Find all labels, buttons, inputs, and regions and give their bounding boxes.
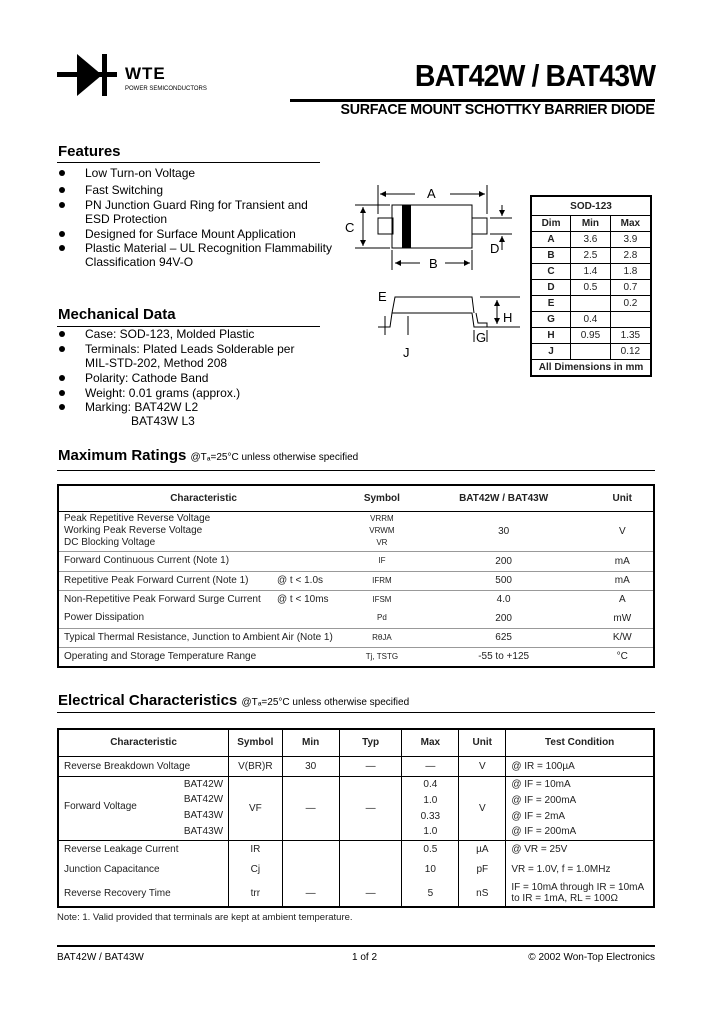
characteristic-cell <box>58 792 229 808</box>
value-cell: 625 <box>495 632 512 643</box>
list-item-text: Designed for Surface Mount Application <box>85 227 296 241</box>
symbol-cell <box>348 628 416 647</box>
dimensions-row <box>531 264 651 280</box>
symbol-text: IFRM <box>372 575 392 585</box>
dim-label-e: E <box>378 289 387 304</box>
dimensions-cell: E <box>531 296 571 312</box>
bullet-icon <box>59 170 65 176</box>
column-header: BAT42W / BAT43W <box>459 492 549 504</box>
table-row <box>58 840 654 859</box>
characteristic-cell <box>58 571 348 590</box>
dim-label-b: B <box>429 256 438 271</box>
diode-logo-icon <box>57 52 117 98</box>
max-ratings-condition: @Tₐ=25°C unless otherwise specified <box>190 452 359 463</box>
bullet-icon <box>59 187 65 193</box>
max-cell: — <box>402 756 459 776</box>
test-condition-text: @ VR = 25V <box>511 844 568 856</box>
part-number: BAT43W <box>183 826 224 837</box>
characteristic-text: Power Dissipation <box>64 612 145 624</box>
features-divider <box>57 162 320 163</box>
unit-cell: A <box>618 594 626 606</box>
min-cell <box>282 840 339 859</box>
table-row <box>58 551 654 571</box>
max-cell: 1.0 <box>402 824 459 840</box>
table-row <box>58 859 654 880</box>
max-cell: 1.0 <box>402 792 459 808</box>
electrical-condition: @Tₐ=25°C unless otherwise specified <box>241 697 410 708</box>
table-row <box>58 628 654 647</box>
column-header: Characteristic <box>110 737 177 749</box>
characteristic-cell <box>58 840 229 859</box>
column-header: Min <box>282 729 339 756</box>
symbol-cell <box>348 647 416 667</box>
dimensions-footer: All Dimensions in mm <box>531 360 651 377</box>
characteristic-text: Forward Voltage <box>64 800 137 812</box>
dimensions-table <box>530 195 652 377</box>
characteristic-cell <box>58 808 229 824</box>
dimensions-header: Min <box>571 216 611 232</box>
unit-cell: mA <box>614 575 630 586</box>
list-item-text: Polarity: Cathode Band <box>85 371 209 385</box>
dim-label-d: D <box>490 241 500 256</box>
min-cell: — <box>282 880 339 907</box>
characteristic-cell <box>58 776 229 812</box>
dimensions-header: Dim <box>531 216 571 232</box>
characteristic-text: Junction Capacitance <box>64 864 160 875</box>
table-note: Note: 1. Valid provided that terminals are kept at ambient temperature. <box>57 912 353 923</box>
characteristic-cell <box>58 628 348 647</box>
characteristic-text: Repetitive Peak Forward Current (Note 1) <box>64 574 249 586</box>
bullet-icon <box>59 390 65 396</box>
list-item-text: Case: SOD-123, Molded Plastic <box>85 327 255 341</box>
dimensions-row <box>531 312 651 328</box>
list-item-text: Fast Switching <box>85 183 164 197</box>
test-condition: @ t < 1.0s <box>277 574 324 586</box>
characteristic-cell <box>58 880 229 907</box>
test-condition-cell <box>506 840 654 859</box>
list-item-text: MIL-STD-202, Method 208 <box>85 356 228 370</box>
characteristic-cell <box>58 609 348 628</box>
value-cell: 200 <box>495 612 512 624</box>
test-condition-cell <box>506 792 654 808</box>
value-cell: 4.0 <box>496 594 511 606</box>
electrical-title: Electrical Characteristics <box>58 692 238 709</box>
sym-cell: Cj <box>229 859 282 880</box>
column-header: Symbol <box>229 729 282 756</box>
dimensions-cell: B <box>531 248 571 264</box>
max-ratings-title: Maximum Ratings <box>58 447 187 464</box>
list-item-text: PN Junction Guard Ring for Transient and <box>85 198 308 212</box>
characteristic-text: Reverse Breakdown Voltage <box>64 760 191 772</box>
column-header: Symbol <box>363 492 400 504</box>
test-condition-text: @ IF = 10mA <box>511 778 571 790</box>
min-cell: — <box>282 800 339 816</box>
characteristic-cell <box>58 590 348 609</box>
list-item-text: ESD Protection <box>85 212 168 226</box>
test-condition-text: @ IR = 100µA <box>511 760 575 772</box>
max-cell: 0.33 <box>402 808 459 824</box>
footer-part-number: BAT42W / BAT43W <box>57 952 144 963</box>
characteristic-text: Forward Continuous Current (Note 1) <box>64 555 230 566</box>
typ-cell <box>339 859 402 880</box>
dimensions-cell: 0.4 <box>571 312 611 328</box>
value-cell: 30 <box>498 525 510 537</box>
column-header: Characteristic <box>170 492 237 504</box>
part-number: BAT43W <box>183 810 224 821</box>
symbol-text: IFSM <box>372 594 392 604</box>
dimensions-cell: A <box>531 232 571 248</box>
test-condition-text: VR = 1.0V, f = 1.0MHz <box>511 864 611 875</box>
dimensions-cell: 2.8 <box>610 248 651 264</box>
column-header: Test Condition <box>506 729 654 756</box>
part-number: BAT42W <box>183 778 224 790</box>
list-item-text: Plastic Material – UL Recognition Flammability <box>85 241 332 255</box>
characteristic-cell <box>58 756 229 776</box>
sym-cell: trr <box>229 880 282 907</box>
symbol-cell <box>348 511 416 551</box>
characteristic-cell <box>58 647 348 667</box>
features-heading: Features <box>58 143 121 160</box>
bullet-icon <box>59 245 65 251</box>
max-ratings-heading <box>58 447 358 464</box>
page-subtitle: SURFACE MOUNT SCHOTTKY BARRIER DIODE <box>340 101 655 118</box>
table-row <box>58 571 654 590</box>
bullet-icon <box>59 231 65 237</box>
list-item-text: Terminals: Plated Leads Solderable per <box>85 342 295 356</box>
characteristic-text: DC Blocking Voltage <box>64 537 156 548</box>
max-ratings-divider <box>57 470 655 471</box>
column-header: Unit <box>459 729 506 756</box>
electrical-divider <box>57 712 655 713</box>
characteristic-text: Non-Repetitive Peak Forward Surge Current <box>64 593 261 605</box>
dimensions-cell: 0.12 <box>610 344 651 360</box>
min-cell: 30 <box>282 756 339 776</box>
test-condition-cell <box>506 880 654 907</box>
dimensions-cell: 0.7 <box>610 280 651 296</box>
dimensions-cell: H <box>531 328 571 344</box>
symbol-text: Tj, TSTG <box>365 651 399 661</box>
dimensions-header: Max <box>610 216 651 232</box>
sym-cell: VF <box>229 800 282 816</box>
table-header-row <box>58 485 654 511</box>
test-condition-cell <box>506 824 654 840</box>
dimensions-row <box>531 328 651 344</box>
dimensions-cell: 1.8 <box>610 264 651 280</box>
table-row <box>58 609 654 628</box>
unit-cell <box>459 824 506 840</box>
min-cell <box>282 824 339 840</box>
symbol-text: Pd <box>377 613 387 623</box>
list-item-text: Marking: BAT42W L2 <box>85 400 199 414</box>
dim-label-a: A <box>427 186 436 201</box>
electrical-table <box>57 728 655 908</box>
characteristic-cell <box>58 511 348 551</box>
dimensions-header-row <box>531 216 651 232</box>
page-title: BAT42W / BAT43W <box>414 58 655 93</box>
test-condition-cell <box>506 808 654 824</box>
dimensions-cell: J <box>531 344 571 360</box>
list-item-text: Classification 94V-O <box>85 255 194 269</box>
table-row <box>58 756 654 776</box>
unit-cell: V <box>618 525 626 537</box>
part-number: BAT42W <box>183 794 224 805</box>
bullet-icon <box>59 375 65 381</box>
table-row <box>58 880 654 907</box>
dimensions-cell <box>610 312 651 328</box>
dim-label-g: G <box>476 330 487 345</box>
value-cell: -55 to +125 <box>478 651 530 663</box>
dimensions-title-row <box>531 196 651 216</box>
table-row <box>58 776 654 792</box>
dimensions-row <box>531 296 651 312</box>
unit-cell: nS <box>459 880 506 907</box>
table-row <box>58 511 654 551</box>
symbol-cell <box>348 571 416 590</box>
dimensions-cell: 1.35 <box>610 328 651 344</box>
typ-cell: — <box>339 800 402 816</box>
symbol-text: RθJA <box>372 632 392 642</box>
symbol-cell <box>348 551 416 571</box>
dimensions-cell: 0.5 <box>571 280 611 296</box>
dimensions-cell: C <box>531 264 571 280</box>
test-condition-text: @ IF = 200mA <box>511 794 577 806</box>
symbol-text: IF <box>378 556 386 565</box>
mechanical-heading: Mechanical Data <box>58 306 176 323</box>
bullet-icon <box>59 346 65 352</box>
test-condition-text: @ IF = 2mA <box>511 810 566 822</box>
test-condition: @ t < 10ms <box>277 593 329 605</box>
dimensions-cell: D <box>531 280 571 296</box>
table-row <box>58 824 654 840</box>
symbol-text: VRWM <box>369 526 395 535</box>
test-condition-text: @ IF = 200mA <box>511 826 577 838</box>
characteristic-text: Operating and Storage Temperature Range <box>64 650 257 662</box>
characteristic-text: Typical Thermal Resistance, Junction to Ambient Air (Note 1) <box>64 631 333 643</box>
symbol-text: VR <box>376 538 388 547</box>
dimensions-cell: 2.5 <box>571 248 611 264</box>
table-header-row <box>58 729 654 756</box>
column-header: Typ <box>339 729 402 756</box>
max-cell: 0.5 <box>402 840 459 859</box>
bullet-icon <box>59 202 65 208</box>
test-condition-text: IF = 10mA through IR = 10mA <box>511 882 645 893</box>
dimensions-cell: 0.95 <box>571 328 611 344</box>
characteristic-text: Peak Repetitive Reverse Voltage <box>64 513 211 524</box>
bullet-icon <box>59 331 65 337</box>
max-cell: 5 <box>402 880 459 907</box>
max-cell: 0.4 <box>402 776 459 792</box>
brand-logo: WTE <box>125 64 166 83</box>
dimensions-cell: 1.4 <box>571 264 611 280</box>
max-ratings-table <box>57 484 655 668</box>
brand-tagline: POWER SEMICONDUCTORS <box>125 86 207 92</box>
footer-divider <box>57 945 655 947</box>
characteristic-text: Reverse Leakage Current <box>64 844 179 856</box>
dimensions-cell: 3.9 <box>610 232 651 248</box>
symbol-cell <box>348 609 416 628</box>
sym-cell <box>229 824 282 840</box>
package-outline-diagram <box>340 170 530 370</box>
dimensions-cell: 0.2 <box>610 296 651 312</box>
column-header: Max <box>402 729 459 756</box>
column-header: Unit <box>612 492 632 504</box>
dim-label-h: H <box>503 310 513 325</box>
table-row <box>58 647 654 667</box>
dimensions-footer-row <box>531 360 651 377</box>
list-item-text: Weight: 0.01 grams (approx.) <box>85 386 241 400</box>
list-item-text: BAT43W L3 <box>131 414 195 428</box>
characteristic-cell <box>58 551 348 571</box>
dimensions-row <box>531 232 651 248</box>
unit-cell: mA <box>614 555 630 567</box>
value-cell: 200 <box>495 555 512 567</box>
min-cell <box>282 859 339 880</box>
characteristic-text: Reverse Recovery Time <box>64 887 171 899</box>
symbol-text: VRRM <box>370 514 394 523</box>
unit-cell: pF <box>459 859 506 880</box>
footer-page-number: 1 of 2 <box>352 952 378 963</box>
test-condition-text: to IR = 1mA, RL = 100Ω <box>511 893 618 904</box>
footer-copyright: © 2002 Won-Top Electronics <box>528 952 655 963</box>
dimensions-row <box>531 280 651 296</box>
test-condition-cell <box>506 859 654 880</box>
dimensions-row <box>531 248 651 264</box>
typ-cell: — <box>339 756 402 776</box>
dim-label-c: C <box>345 220 355 235</box>
characteristic-cell <box>58 824 229 840</box>
characteristic-text: Working Peak Reverse Voltage <box>64 525 203 536</box>
characteristic-cell <box>58 859 229 880</box>
dim-label-j: J <box>403 345 410 360</box>
test-condition-cell <box>506 756 654 776</box>
typ-cell <box>339 840 402 859</box>
unit-cell: µA <box>459 840 506 859</box>
unit-cell: V <box>459 800 506 816</box>
unit-cell: K/W <box>612 632 632 643</box>
electrical-heading <box>58 692 409 709</box>
list-item-text: Low Turn-on Voltage <box>85 166 196 180</box>
sym-cell: IR <box>229 840 282 859</box>
bullet-icon <box>59 404 65 410</box>
symbol-cell <box>348 590 416 609</box>
typ-cell <box>339 824 402 840</box>
typ-cell: — <box>339 880 402 907</box>
sym-cell: V(BR)R <box>229 756 282 776</box>
value-cell: 500 <box>495 575 512 586</box>
unit-cell: mW <box>613 612 632 624</box>
dimensions-title: SOD-123 <box>531 196 651 216</box>
unit-cell: V <box>459 756 506 776</box>
dimensions-cell <box>571 344 611 360</box>
dimensions-row <box>531 344 651 360</box>
unit-cell: °C <box>616 651 628 663</box>
dimensions-cell: 3.6 <box>571 232 611 248</box>
dimensions-cell <box>571 296 611 312</box>
table-row <box>58 590 654 609</box>
test-condition-cell <box>506 776 654 792</box>
max-cell: 10 <box>402 859 459 880</box>
dimensions-cell: G <box>531 312 571 328</box>
